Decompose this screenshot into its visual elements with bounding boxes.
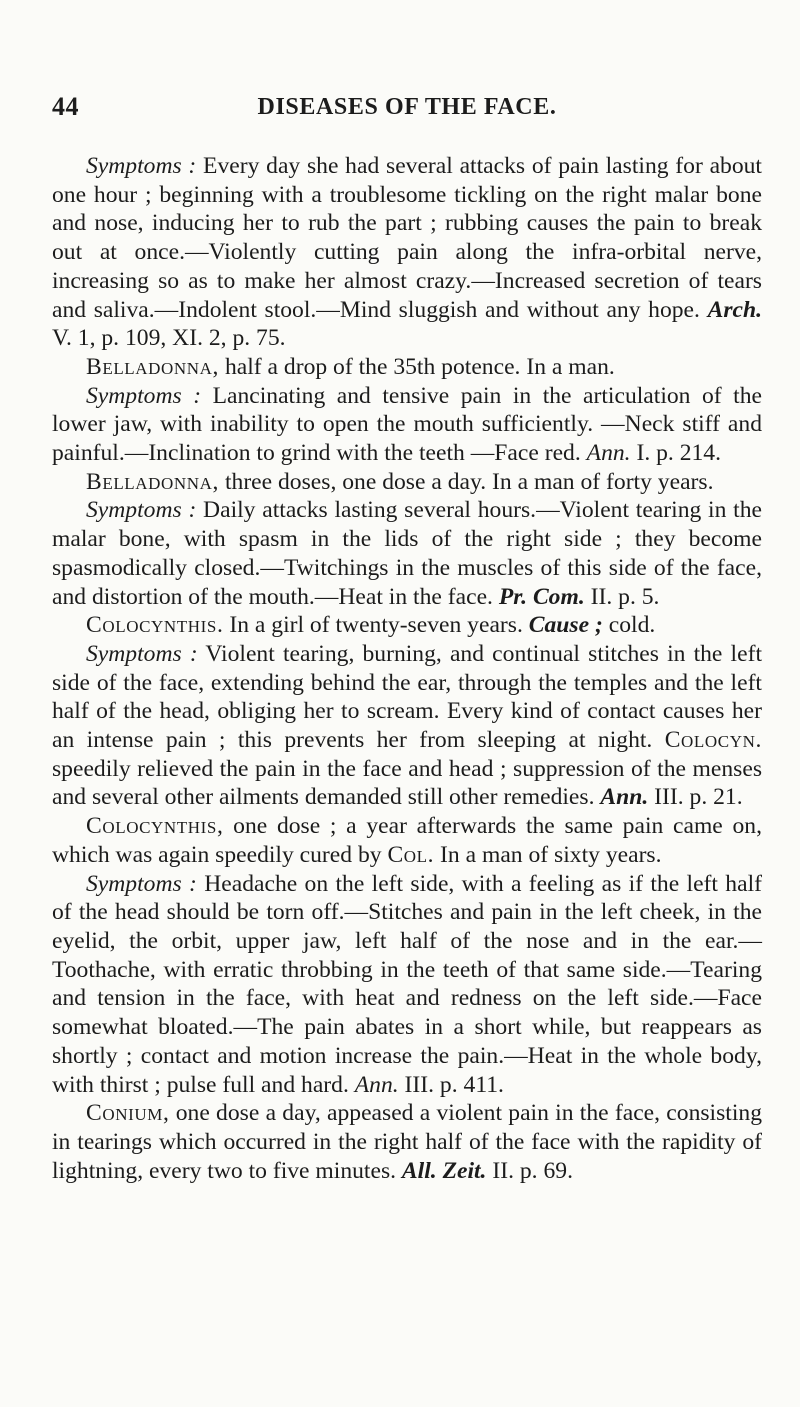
paragraph-text: Headache on the left side, with a feeling as if the left half of the head should be torn off.—Stitches and pain in the left cheek, in the eyelid, the orbit, upper jaw, left half of the nose and in the ear.—Toothache, with erratic throbbing in the teeth of that same side.—Tearing and tension in the face, with heat and redness on the left side.—Face somewhat bloated.—The pain abates in a short while, but reappears as shortly ; contact and motion increase the pain.—Heat in the whole body, with thirst ; pulse full and hard. [52,870,762,1098]
source-reference: Ann. [354,1071,399,1098]
reference-detail: V. 1, p. 109, XI. 2, p. 75. [52,325,286,352]
source-reference: Arch. [707,296,762,323]
paragraph-text: Every day she had several attacks of pain lasting for about one hour ; beginning with a troublesome tickling on the right malar bone and nose, inducing her to rub the part ; rubbing causes the pain to break out at once.—Violently cutting pain along the infra-orbital nerve, increasing so as to make her almost crazy.—Increased secretion of tears and saliva.—Indolent stool.—Mind sluggish and without any hope. [52,153,762,323]
paragraph-text: half a drop of the 35th potence. In a man. [219,353,615,380]
reference-detail: I. p. 214. [630,440,721,467]
paragraph-symptoms-1 [52,152,762,353]
reference-detail: III. p. 21. [648,784,743,811]
paragraph-text: Daily attacks lasting several hours.—Violent tearing in the malar bone, with spasm in the lids of the right side ; they become spasmodically closed.—Twitchings in the muscles of this side of the face, and distortion of the mouth.—Heat in the face. [52,497,762,610]
symptoms-label: Symptoms : [86,497,197,524]
symptoms-label: Symptoms : [86,640,198,667]
paragraph-text: one dose a day, appeased a violent pain in the face, consisting in tearings which occurred in the right half of the face with the rapidity of lightning, every two to five minutes. [52,1100,762,1184]
remedy-name: Belladonna, [86,468,220,495]
cause-label: Cause ; [528,612,603,639]
paragraph-symptoms-3 [52,496,762,611]
source-reference: Ann. [586,440,631,467]
paragraph-text: speedily relieved the pain in the face and head ; suppression of the menses and several other ailments demanded still other remedies. [52,755,762,811]
page-header [52,92,762,132]
reference-detail: III. p. 411. [398,1071,504,1098]
paragraph-conium [52,1099,762,1185]
remedy-name: Belladonna, [86,353,220,380]
remedy-name: Colocynthis. [86,612,224,639]
cause-detail: cold. [602,612,656,639]
symptoms-label: Symptoms : [86,153,197,179]
paragraph-symptoms-2 [52,382,762,468]
paragraph-symptoms-5 [52,870,762,1100]
source-reference: Pr. Com. [498,583,585,610]
paragraph-belladonna-1 [52,353,762,382]
page-number: 44 [52,92,79,121]
paragraph-symptoms-4 [52,640,762,812]
symptoms-label: Symptoms : [86,382,202,409]
source-reference: All. Zeit. [401,1157,487,1184]
paragraph-belladonna-2 [52,468,762,497]
remedy-name: Colocynthis, [86,813,224,840]
remedy-name: Colocyn. [664,727,762,754]
reference-detail: II. p. 69. [486,1157,573,1184]
paragraph-colocynthis-1 [52,611,762,640]
paragraph-text: one dose ; a year afterwards the same pain came on, which was again speedily cured by [52,813,762,868]
remedy-name: Col. [387,841,435,868]
paragraph-text: Violent tearing, burning, and continual stitches in the left side of the face, extending behind the ear, through the temples and the left half of the head, obliging her to scream. Every kind of contact causes her an intense pain ; this prevents her from sleeping at night. [52,640,762,754]
paragraph-text: three doses, one dose a day. In a man of forty years. [219,468,714,495]
paragraph-text: In a man of sixty years. [434,841,662,868]
remedy-name: Conium, [86,1100,170,1127]
paragraph-colocynthis-2 [52,812,762,869]
paragraph-text: In a girl of twenty-seven years. [223,612,529,639]
symptoms-label: Symptoms : [86,870,197,897]
body-text [52,152,762,1185]
source-reference: Ann. [600,784,649,811]
paragraph-text: Lancinating and tensive pain in the articulation of the lower jaw, with inability to open the mouth sufficiently. —Neck stiff and painful.—Inclination to grind with the teeth —Face red. [52,382,762,467]
reference-detail: II. p. 5. [584,583,660,610]
running-title: DISEASES OF THE FACE. [257,94,557,120]
